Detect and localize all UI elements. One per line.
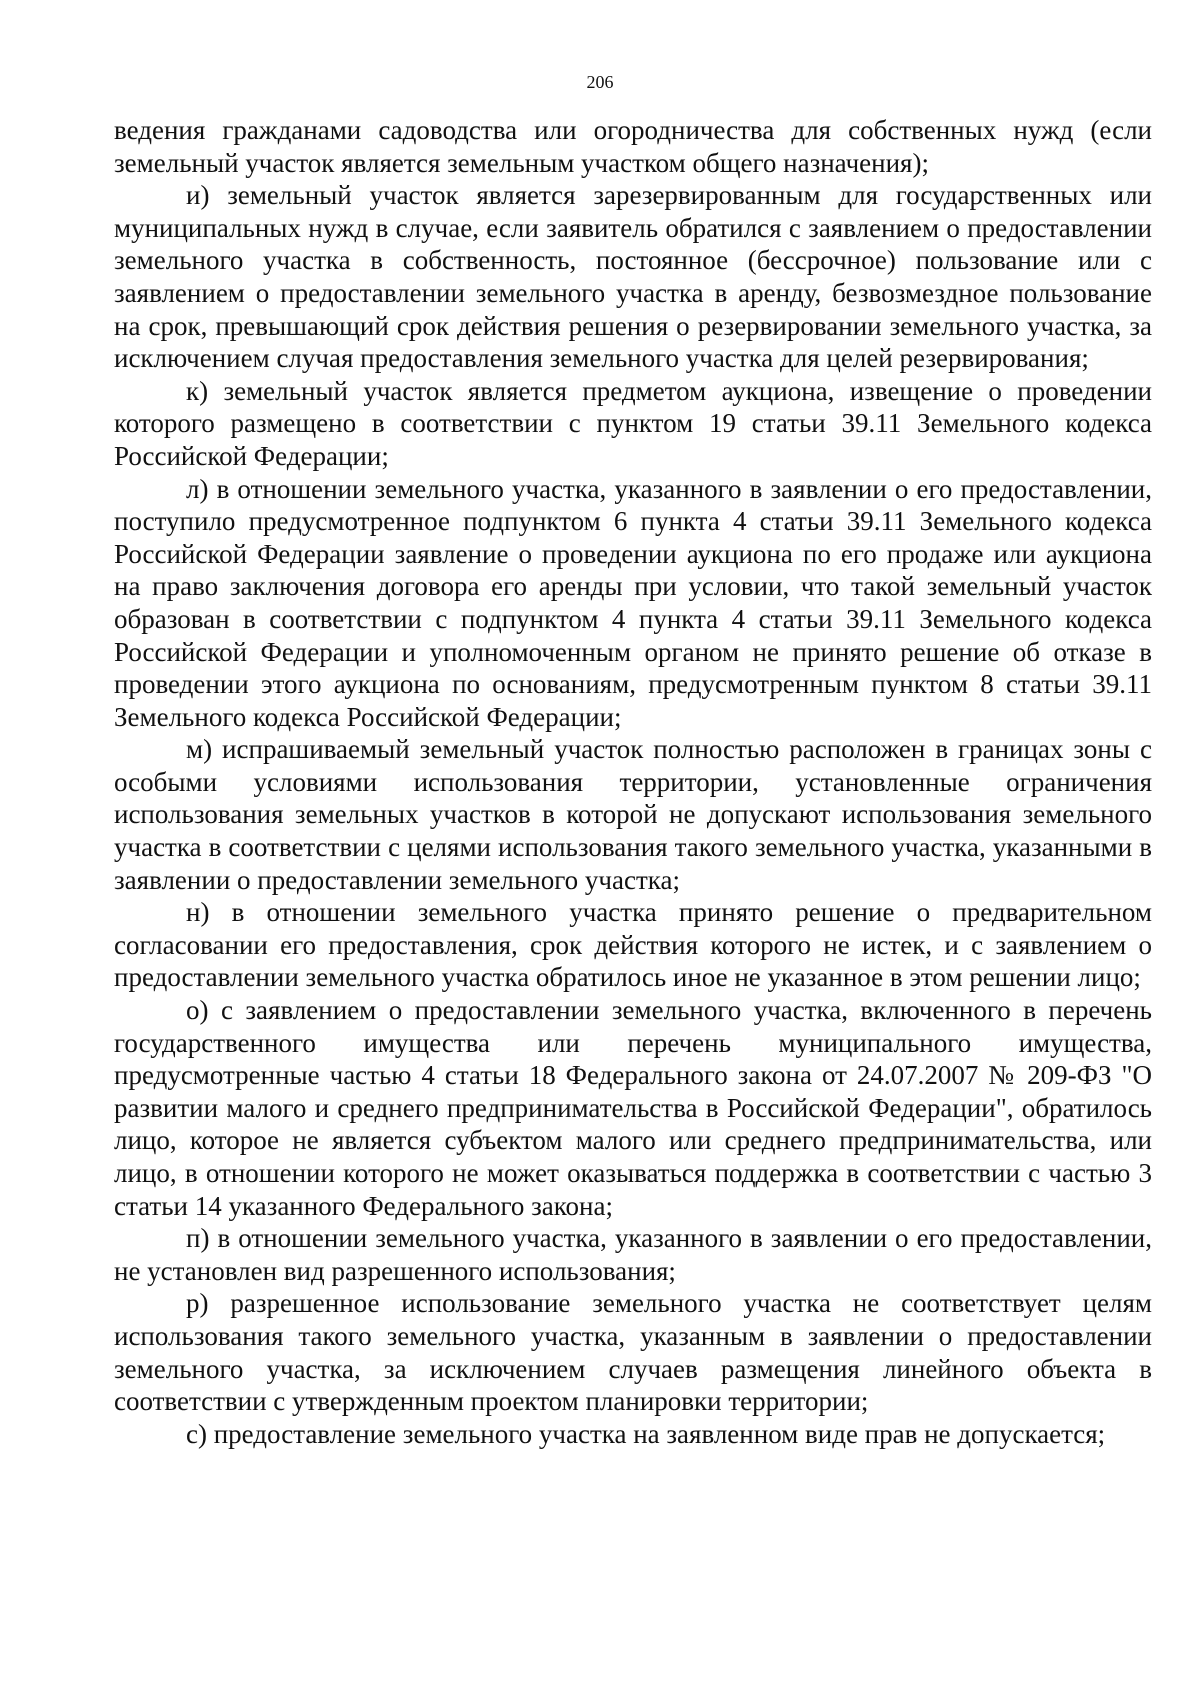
paragraph-item-o: о) с заявлением о предоставлении земельного участка, включенного в перечень государственного имущества или перечень муниципального имущества, предусмотренные частью 4 статьи 18 Федерального закона от 24.07.2007 № 209-ФЗ "О развитии малого и среднего предпринимательства в Российской Федерации", обратилось лицо, которое не является субъектом малого или среднего предпринимательства, или лицо, в отношении которого не может оказываться поддержка в соответствии с частью 3 статьи 14 указанного Федерального закона;	[114, 995, 1152, 1221]
page-number: 206	[586, 72, 614, 92]
paragraph-item-i: и) земельный участок является зарезервированным для государственных или муниципальных нужд в случае, если заявитель обратился с заявлением о предоставлении земельного участка в собственность, постоянное (бессрочное) пользование или с заявлением о предоставлении земельного участка в аренду, безвозмездное пользование на срок, превышающий срок действия решения о резервировании земельного участка, за исключением случая предоставления земельного участка для целей резервирования;	[114, 180, 1152, 374]
document-body	[114, 114, 1152, 1450]
paragraph-item-k: к) земельный участок является предметом аукциона, извещение о проведении которого размещено в соответствии с пунктом 19 статьи 39.11 Земельного кодекса Российской Федерации;	[114, 375, 1152, 471]
paragraph-item-r: р) разрешенное использование земельного участка не соответствует целям использования такого земельного участка, указанным в заявлении о предоставлении земельного участка, за исключением случаев размещения линейного объекта в соответствии с утвержденным проектом планировки территории;	[114, 1288, 1152, 1417]
paragraph-item-s: с) предоставление земельного участка на заявленном виде прав не допускается;	[186, 1418, 1106, 1449]
paragraph-item-p: п) в отношении земельного участка, указанного в заявлении о его предоставлении, не установлен вид разрешенного использования;	[114, 1223, 1152, 1286]
paragraph-continuation: ведения гражданами садоводства или огородничества для собственных нужд (если земельный участок является земельным участком общего назначения);	[114, 115, 1152, 178]
paragraph-item-m: м) испрашиваемый земельный участок полностью расположен в границах зоны с особыми условиями использования территории, установленные ограничения использования земельных участков в которой не допускают использования земельного участка в соответствии с целями использования такого земельного участка, указанными в заявлении о предоставлении земельного участка;	[114, 734, 1152, 895]
paragraph-item-l: л) в отношении земельного участка, указанного в заявлении о его предоставлении, поступило предусмотренное подпунктом 6 пункта 4 статьи 39.11 Земельного кодекса Российской Федерации заявление о проведении аукциона по его продаже или аукциона на право заключения договора его аренды при условии, что такой земельный участок образован в соответствии с подпунктом 4 пункта 4 статьи 39.11 Земельного кодекса Российской Федерации и уполномоченным органом не принято решение об отказе в проведении этого аукциона по основаниям, предусмотренным пунктом 8 статьи 39.11 Земельного кодекса Российской Федерации;	[114, 473, 1152, 732]
paragraph-item-n: н) в отношении земельного участка принято решение о предварительном согласовании его предоставления, срок действия которого не истек, и с заявлением о предоставлении земельного участка обратилось иное не указанное в этом решении лицо;	[114, 897, 1152, 993]
